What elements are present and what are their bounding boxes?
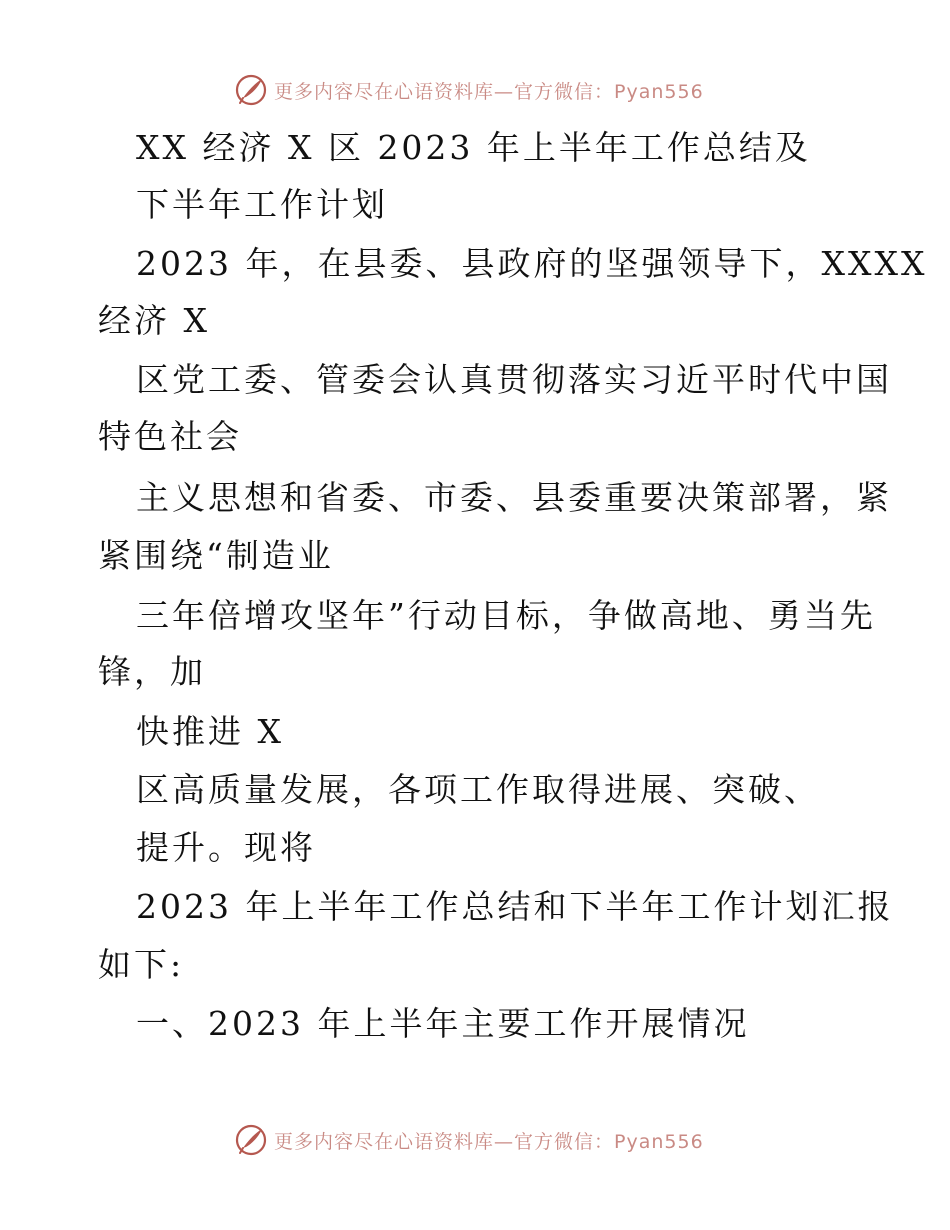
doc-title-line-2: 下半年工作计划 (136, 185, 388, 224)
footer-watermark (234, 1122, 704, 1158)
doc-line: 主义思想和省委、市委、县委重要决策部署，紧 (136, 478, 892, 517)
quill-logo-icon (234, 73, 268, 107)
doc-line: 如下: (98, 945, 185, 984)
doc-line: 区高质量发展，各项工作取得进展、突破、 (136, 770, 820, 809)
doc-line: 三年倍增攻坚年”行动目标，争做高地、勇当先 (136, 596, 876, 635)
doc-line: 提升。现将 (136, 828, 316, 867)
doc-line: 2023 年，在县委、县政府的坚强领导下，XXXX (136, 244, 928, 283)
doc-line: 2023 年上半年工作总结和下半年工作计划汇报 (136, 887, 894, 926)
doc-line: 特色社会 (98, 417, 242, 456)
doc-line: 经济 X (98, 301, 210, 340)
doc-line: 区党工委、管委会认真贯彻落实习近平时代中国 (136, 360, 892, 399)
watermark-text: 更多内容尽在心语资料库—官方微信：Pyan556 (274, 80, 704, 103)
doc-title-line-1: XX 经济 X 区 2023 年上半年工作总结及 (136, 128, 811, 167)
section-heading: 一、2023 年上半年主要工作开展情况 (136, 1004, 750, 1043)
doc-line: 锋，加 (98, 652, 206, 691)
doc-line: 快推进 X (136, 712, 284, 751)
watermark-text: 更多内容尽在心语资料库—官方微信：Pyan556 (274, 1130, 704, 1153)
header-watermark (234, 72, 704, 108)
doc-line: 紧围绕“制造业 (98, 536, 334, 575)
quill-logo-icon (234, 1123, 268, 1157)
